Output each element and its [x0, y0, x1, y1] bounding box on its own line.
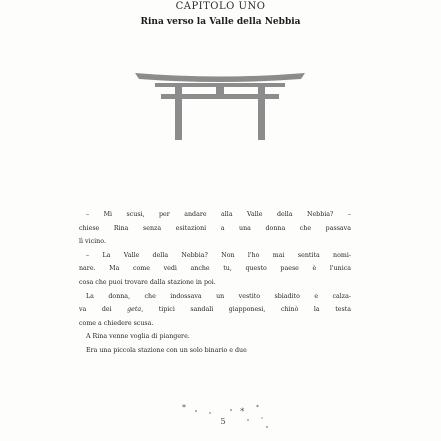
text-line: chiese Rina senza esitazioni a una donna che passava	[79, 224, 351, 232]
text-line: va dei geta, tipici sandali giapponesi, chinò la testa	[79, 306, 351, 314]
text-line: La donna, che indossava un vestito sbiadito e calza-	[86, 292, 351, 300]
text-line: come a chiedere scusa.	[79, 319, 154, 327]
stars-ornament-icon	[170, 400, 280, 432]
chapter-kicker: CAPITOLO UNO	[175, 1, 266, 12]
page-number: 5	[220, 417, 226, 426]
text-line: nare. Ma come vedi anche tu, questo paese è l'unica	[79, 265, 351, 273]
torii-gate-icon	[135, 66, 305, 140]
italic-word: geta	[127, 306, 142, 314]
svg-text:*: *	[240, 407, 245, 417]
text-line: cosa che puoi trovare dalla stazione in poi.	[79, 278, 216, 286]
text-line: A Rina venne voglia di piangere.	[86, 333, 190, 341]
text-line: – Mi scusi, per andare alla Valle della Nebbia? –	[86, 211, 351, 218]
chapter-title: Rina verso la Valle della Nebbia	[140, 17, 301, 27]
svg-text:*: *	[256, 404, 259, 411]
text-line: Era una piccola stazione con un solo binario e due	[86, 346, 247, 354]
text-line: – La Valle della Nebbia? Non l'ho mai sentita nomi-	[86, 251, 351, 259]
text-line: lì vicino.	[79, 238, 106, 246]
svg-text:*: *	[182, 403, 186, 412]
body-text	[79, 208, 351, 358]
